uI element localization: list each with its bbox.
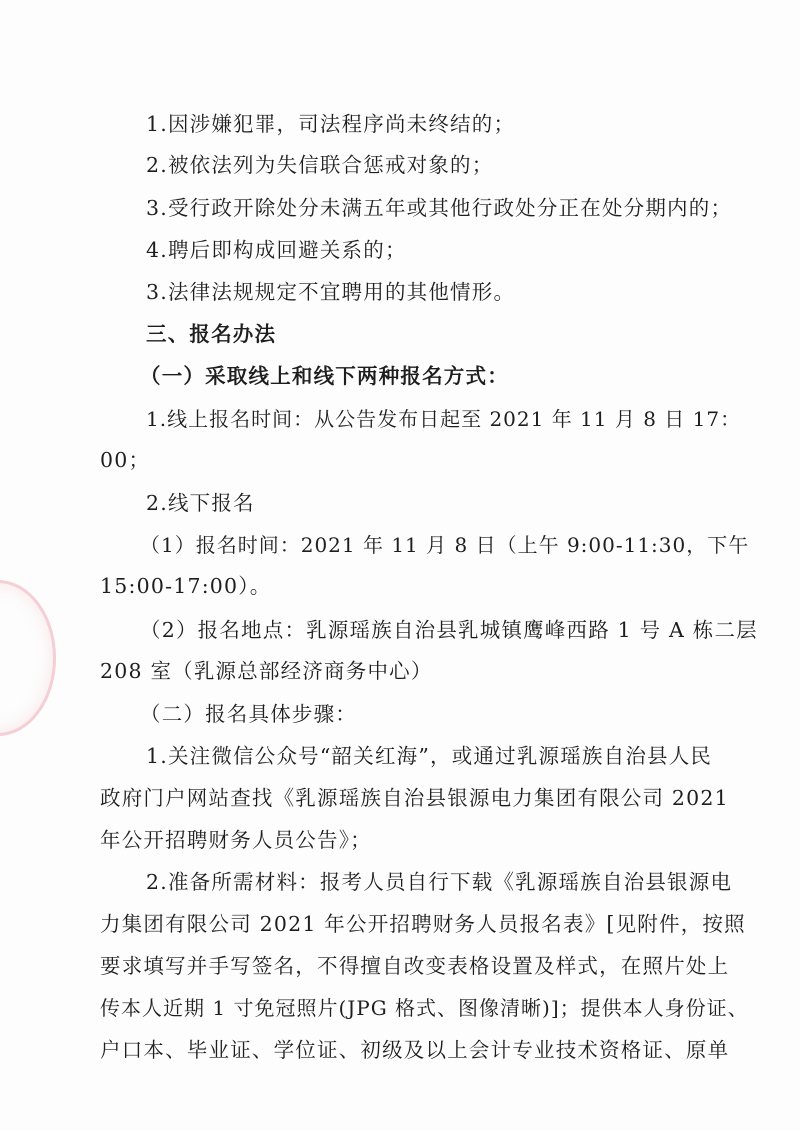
text-line-1: 1.因涉嫌犯罪，司法程序尚未终结的； [146,112,516,136]
section-heading-3: 三、报名办法 [146,322,277,346]
text-line-online-time-cont: 00； [100,448,151,472]
text-line-2: 2.被依法列为失信联合惩戒对象的； [146,153,494,177]
text-line-step1-cont2: 年公开招聘财务人员公告》； [100,828,372,852]
text-line-offline-time: （1）报名时间：2021 年 11 月 8 日（上午 9:00-11:30，下午 [140,533,750,557]
text-line-4: 4.聘后即构成回避关系的； [146,238,407,262]
text-line-step2-cont3: 传本人近期 1 寸免冠照片(JPG 格式、图像清晰)]；提供本人身份证、 [100,996,749,1020]
red-seal-edge [0,580,56,736]
text-line-offline-place-cont: 208 室（乳源总部经济商务中心） [100,659,433,683]
text-line-step2-cont1: 力集团有限公司 2021 年公开招聘财务人员报名表》[见附件，按照 [100,912,746,936]
subsection-heading-2: （二）报名具体步骤： [140,702,357,726]
subsection-heading-1: （一）采取线上和线下两种报名方式： [140,364,509,388]
text-line-online-time: 1.线上报名时间：从公告发布日起至 2021 年 11 月 8 日 17： [146,407,742,431]
text-line-step2-cont2: 要求填写并手写签名，不得擅自改变表格设置及样式，在照片处上 [100,954,730,978]
text-line-offline-time-cont: 15:00-17:00）。 [100,574,272,598]
text-line-step1: 1.关注微信公众号“韶关红海”，或通过乳源瑶族自治县人民 [146,744,713,768]
text-line-3: 3.受行政开除处分未满五年或其他行政处分正在处分期内的； [146,196,733,220]
text-line-offline-place: （2）报名地点：乳源瑶族自治县乳城镇鹰峰西路 1 号 A 栋二层 [140,618,758,642]
text-line-offline: 2.线下报名 [146,491,255,515]
text-line-5: 3.法律法规规定不宜聘用的其他情形。 [146,280,516,304]
text-line-step1-cont1: 政府门户网站查找《乳源瑶族自治县银源电力集团有限公司 2021 [100,786,729,810]
text-line-step2: 2.准备所需材料：报考人员自行下载《乳源瑶族自治县银源电 [146,870,733,894]
text-line-step2-cont4: 户口本、毕业证、学位证、初级及以上会计专业技术资格证、原单 [100,1038,730,1062]
